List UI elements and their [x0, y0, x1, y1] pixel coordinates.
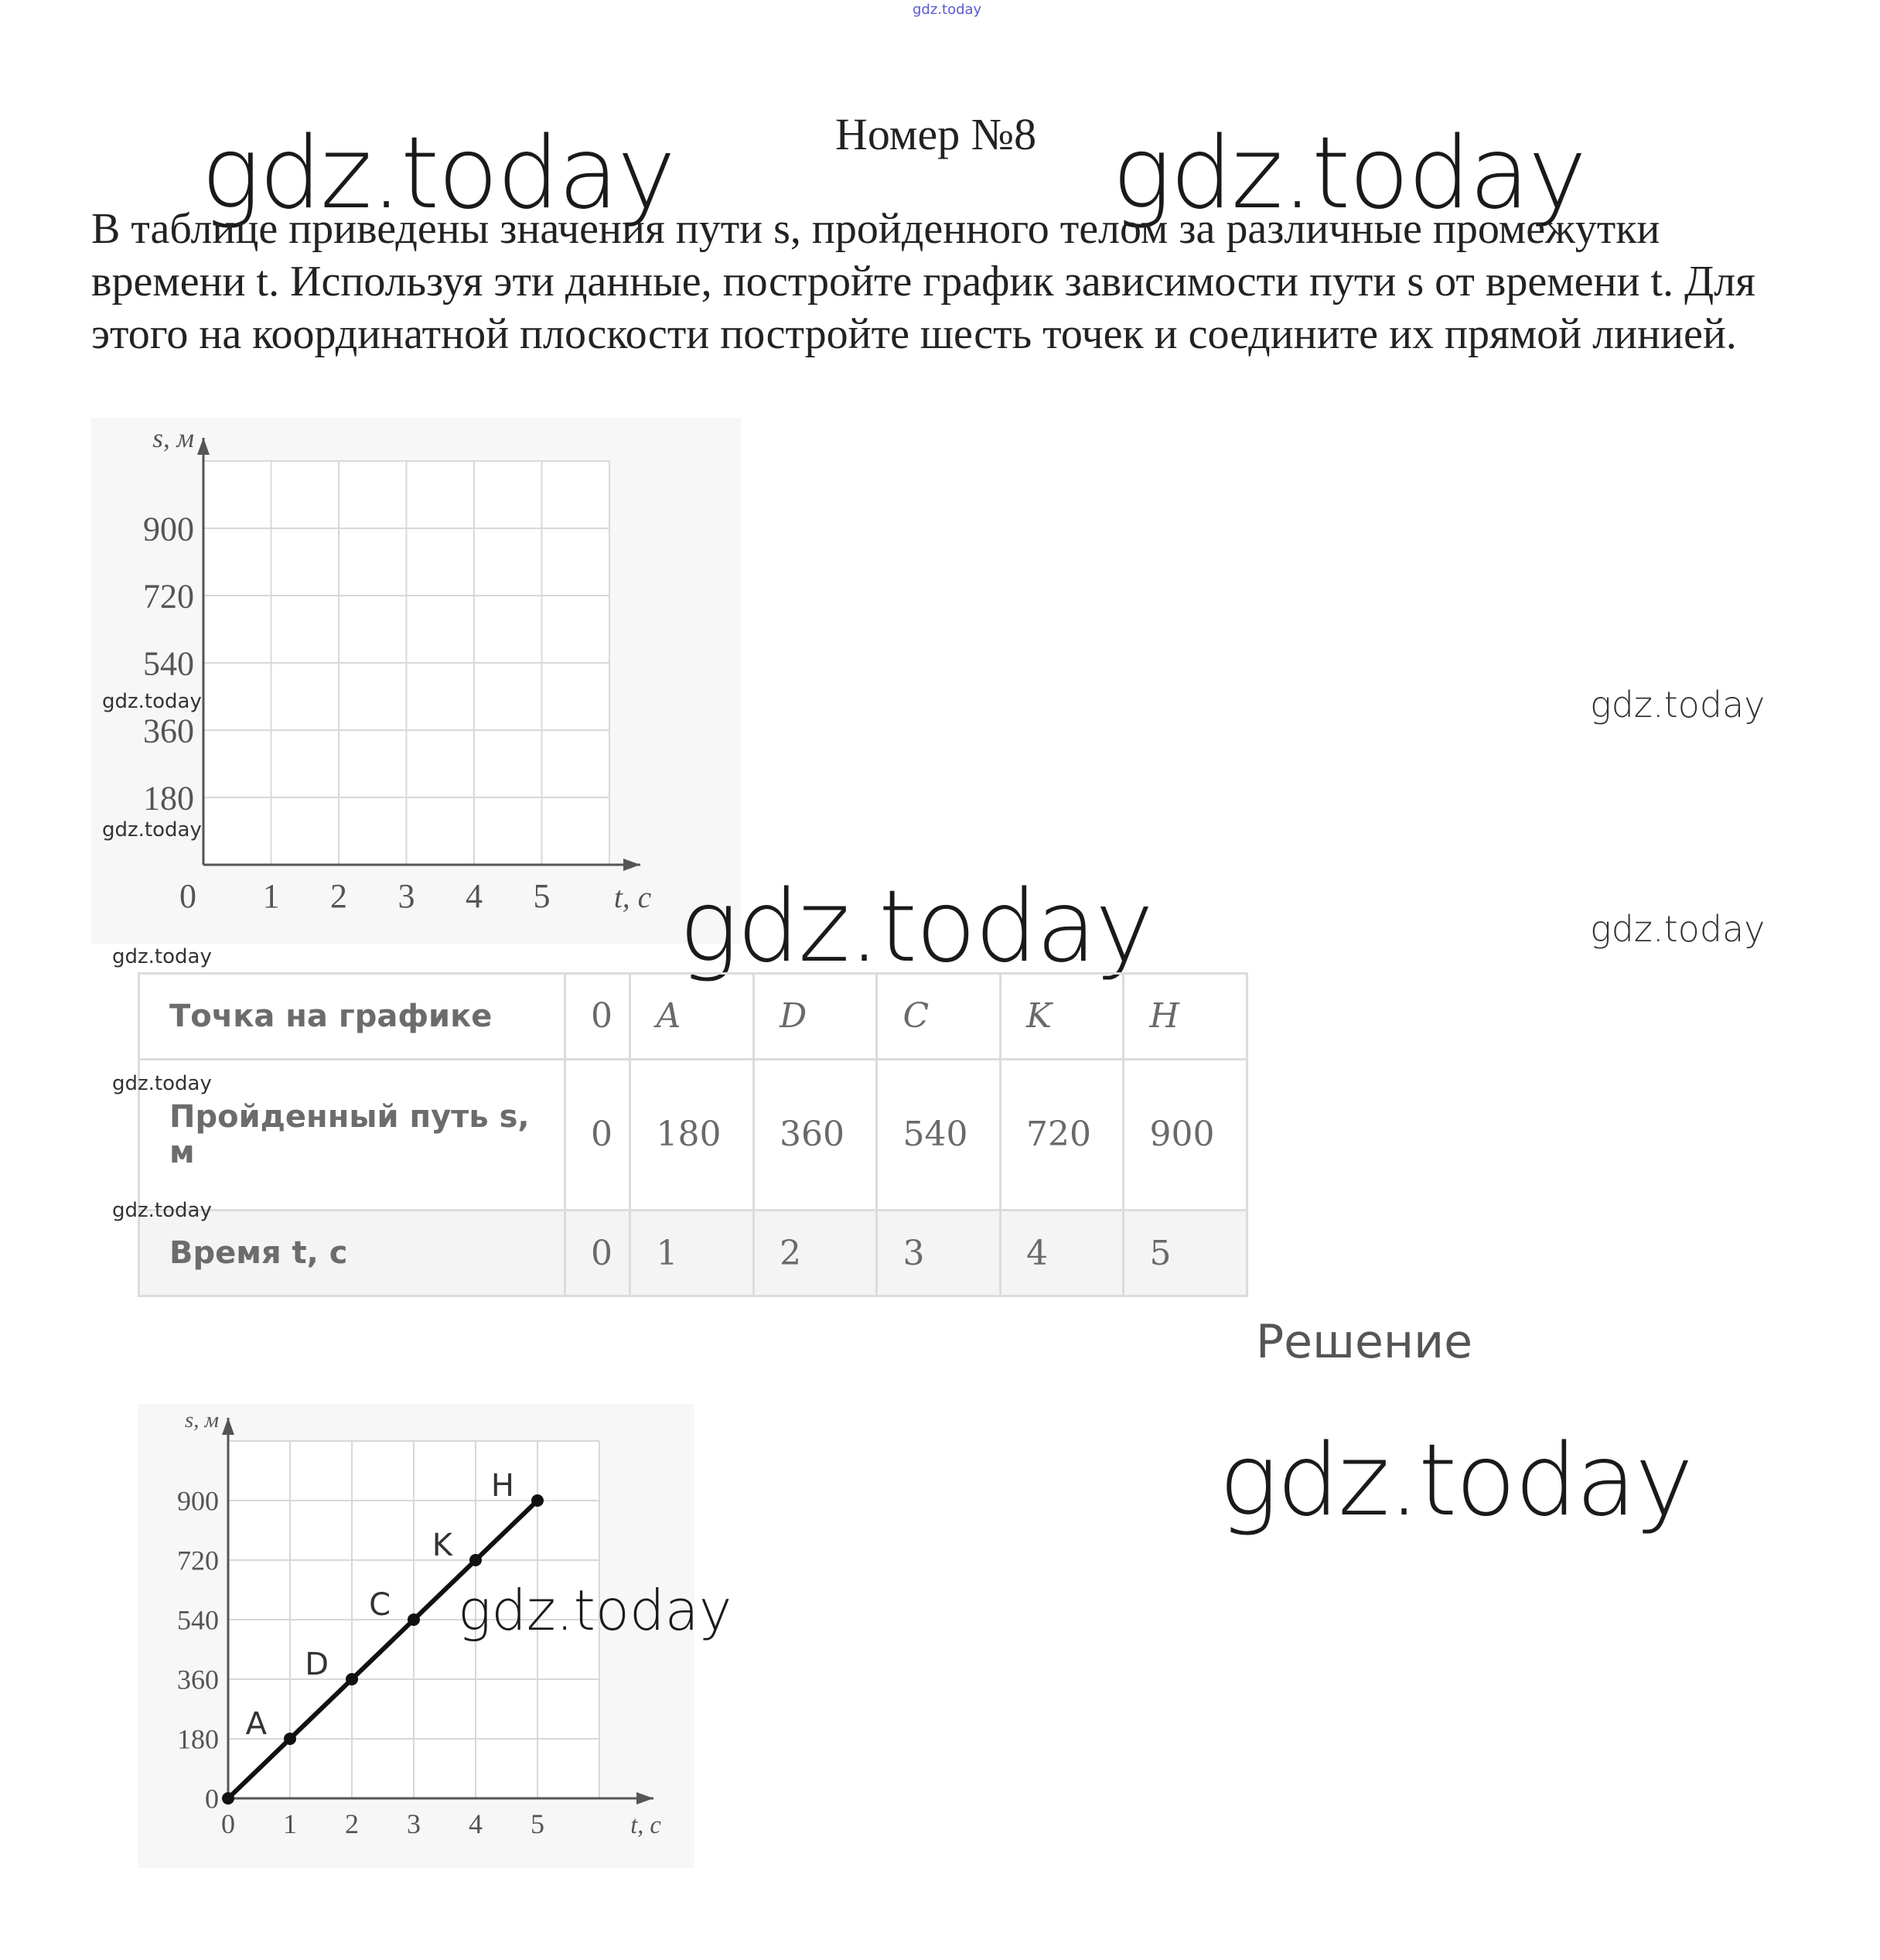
- page-title: Номер №8: [835, 109, 1037, 159]
- data-point: [346, 1673, 358, 1685]
- table-cell: 1: [630, 1210, 754, 1296]
- table-cell: 0: [565, 1210, 630, 1296]
- table-cell: 4: [1000, 1210, 1124, 1296]
- data-point: [284, 1733, 296, 1745]
- y-tick-label: 540: [143, 644, 194, 683]
- y-tick-label: 540: [177, 1604, 219, 1636]
- x-tick-label: 1: [262, 877, 280, 915]
- watermark-small: gdz.today: [102, 818, 202, 842]
- table-cell: H: [1124, 974, 1247, 1060]
- x-tick-label: 4: [469, 1808, 483, 1839]
- watermark-small: gdz.today: [112, 945, 212, 968]
- data-point: [408, 1613, 420, 1626]
- y-tick-label: 900: [143, 510, 194, 548]
- x-tick-label: 2: [345, 1808, 359, 1839]
- y-tick-label: 720: [143, 577, 194, 616]
- watermark-small: gdz.today: [112, 1072, 212, 1095]
- x-tick-label: 3: [407, 1808, 421, 1839]
- point-label: K: [432, 1528, 452, 1563]
- table-cell: 720: [1000, 1059, 1124, 1210]
- data-table: [138, 972, 1248, 1297]
- header-site-watermark: gdz.today: [913, 2, 982, 18]
- y-tick-label: 180: [177, 1723, 219, 1755]
- table-cell: 3: [877, 1210, 1001, 1296]
- watermark-big: gdz.today: [679, 869, 1152, 985]
- table-cell: D: [753, 974, 877, 1060]
- watermark-side: gdz.today: [1590, 684, 1766, 726]
- table-row-label: Пройденный путь s, м: [139, 1059, 565, 1210]
- table-cell: 900: [1124, 1059, 1247, 1210]
- table-cell: 180: [630, 1059, 754, 1210]
- watermark-side: gdz.today: [1590, 908, 1766, 950]
- table-cell: 5: [1124, 1210, 1247, 1296]
- x-tick-label: 2: [330, 877, 347, 915]
- table-row: [139, 1059, 1247, 1210]
- x-tick-label: 0: [221, 1808, 235, 1839]
- y-tick-label: 900: [177, 1485, 219, 1517]
- x-tick-label: 1: [283, 1808, 297, 1839]
- task-text: В таблице приведены значения пути s, пройденного телом за различные промежутки времени t. Используя эти данные, постройте график зависимости пути s от времени t. Для этого на координатной плоскости постройте шесть точек и соедините их прямой линией.: [91, 205, 1755, 358]
- watermark-big: gdz.today: [1219, 1423, 1692, 1538]
- point-label: A: [245, 1706, 267, 1742]
- watermark-mid: gdz.today: [458, 1578, 732, 1643]
- x-axis-label: t, с: [613, 880, 652, 914]
- y-tick-label: 360: [143, 712, 194, 750]
- table-cell: 360: [753, 1059, 877, 1210]
- table-cell: A: [630, 974, 754, 1060]
- table-cell: 2: [753, 1210, 877, 1296]
- table-row: [139, 974, 1247, 1060]
- y-axis-label: s, м: [152, 423, 194, 453]
- table-cell: C: [877, 974, 1001, 1060]
- x-tick-label: 5: [533, 877, 551, 915]
- watermark-big: gdz.today: [201, 116, 674, 231]
- data-point: [531, 1494, 544, 1507]
- watermark-small: gdz.today: [102, 690, 202, 713]
- table-cell: K: [1000, 974, 1124, 1060]
- table-row-label: Время t, с: [139, 1210, 565, 1296]
- x-tick-label: 3: [397, 877, 415, 915]
- table-row: [139, 1210, 1247, 1296]
- x-tick-label: 4: [466, 877, 483, 915]
- data-point: [222, 1792, 234, 1805]
- y-axis-label: s, м: [185, 1408, 219, 1432]
- x-tick-label: 5: [531, 1808, 544, 1839]
- empty-grid-svg: [91, 418, 741, 944]
- table-row-label: Точка на графике: [139, 974, 565, 1060]
- y-tick-label: 0: [205, 1783, 219, 1815]
- watermark-small: gdz.today: [112, 1199, 212, 1222]
- y-tick-label: 180: [143, 779, 194, 818]
- table-cell: 0: [565, 974, 630, 1060]
- y-tick-label: 720: [177, 1545, 219, 1576]
- table-cell: 0: [565, 1059, 630, 1210]
- point-label: C: [369, 1587, 391, 1623]
- x-tick-label: 0: [179, 877, 196, 915]
- data-point: [469, 1554, 482, 1566]
- point-label: D: [305, 1647, 329, 1682]
- y-tick-label: 360: [177, 1664, 219, 1695]
- watermark-big: gdz.today: [1112, 116, 1585, 231]
- empty-coordinate-grid: [91, 418, 741, 944]
- table-cell: 540: [877, 1059, 1001, 1210]
- solution-heading: Решение: [1256, 1315, 1473, 1369]
- point-label: H: [490, 1468, 514, 1504]
- x-axis-label: t, с: [630, 1811, 661, 1839]
